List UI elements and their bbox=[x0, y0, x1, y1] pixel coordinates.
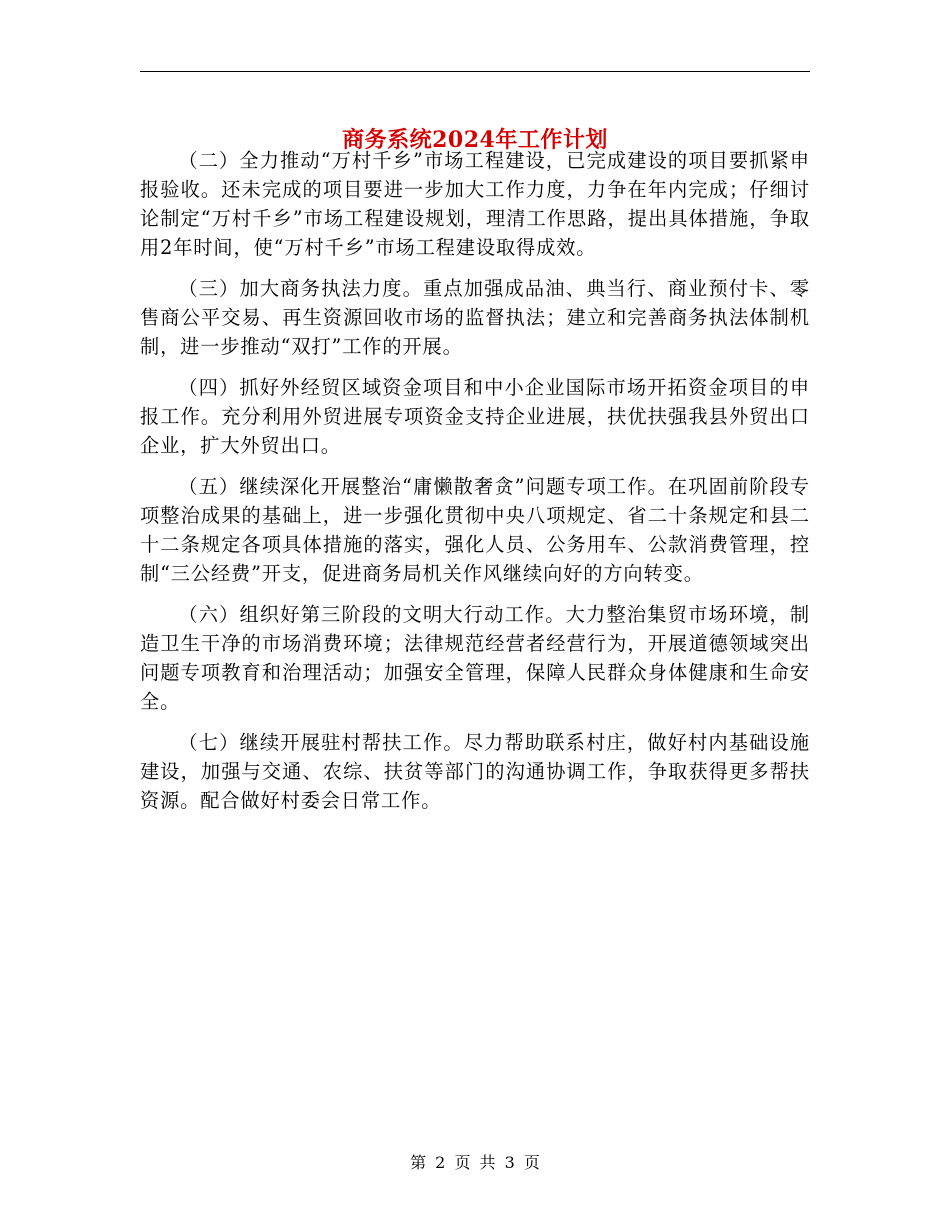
page-number: 第 2 页 共 3 页 bbox=[410, 1153, 540, 1172]
document-body bbox=[140, 146, 810, 827]
header-rule bbox=[140, 71, 810, 72]
paragraph-4: （四）抓好外经贸区域资金项目和中小企业国际市场开拓资金项目的申报工作。充分利用外贸进展专项资金支持企业进展，扶优扶强我县外贸出口企业，扩大外贸出口。 bbox=[140, 376, 810, 457]
paragraph-5: （五）继续深化开展整治“庸懒散奢贪”问题专项工作。在巩固前阶段专项整治成果的基础上，进一步强化贯彻中央八项规定、省二十条规定和县二十二条规定各项具体措施的落实，强化人员、公务用车、公款消费管理，控制“三公经费”开支，促进商务局机关作风继续向好的方向转变。 bbox=[140, 475, 810, 585]
paragraph-6: （六）组织好第三阶段的文明大行动工作。大力整治集贸市场环境，制造卫生干净的市场消费环境；法律规范经营者经营行为，开展道德领域突出问题专项教育和治理活动；加强安全管理，保障人民群众身体健康和生命安全。 bbox=[140, 603, 810, 713]
document-title: 商务系统2024年工作计划 bbox=[342, 126, 608, 153]
paragraph-2: （二）全力推动“万村千乡”市场工程建设，已完成建设的项目要抓紧申报验收。还未完成的项目要进一步加大工作力度，力争在年内完成；仔细讨论制定“万村千乡”市场工程建设规划，理清工作思路，提出具体措施，争取用2年时间，使“万村千乡”市场工程建设取得成效。 bbox=[140, 149, 810, 259]
paragraph-7: （七）继续开展驻村帮扶工作。尽力帮助联系村庄，做好村内基础设施建设，加强与交通、农综、扶贫等部门的沟通协调工作，争取获得更多帮扶资源。配合做好村委会日常工作。 bbox=[140, 731, 810, 812]
paragraph-3: （三）加大商务执法力度。重点加强成品油、典当行、商业预付卡、零售商公平交易、再生资源回收市场的监督执法；建立和完善商务执法体制机制，进一步推动“双打”工作的开展。 bbox=[140, 277, 810, 358]
